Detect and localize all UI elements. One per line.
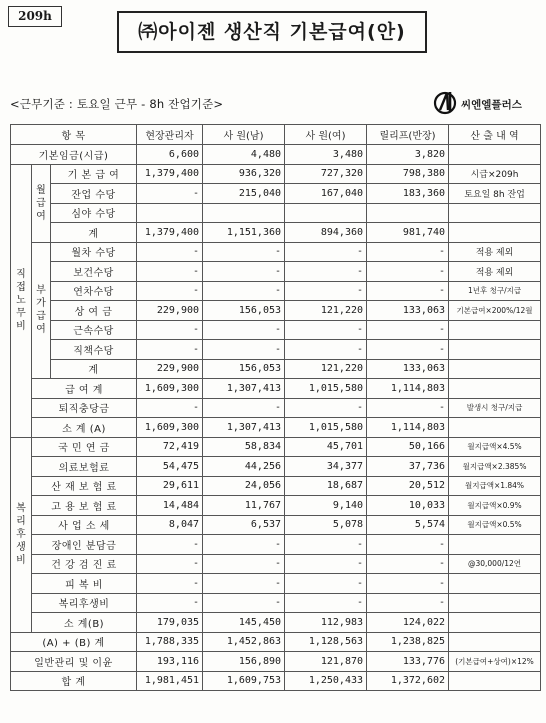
cell: - — [367, 281, 449, 301]
row-note: 적용 제외 — [449, 242, 541, 262]
cell: - — [367, 262, 449, 282]
table-row — [11, 593, 541, 613]
cell: - — [203, 593, 285, 613]
table-row — [11, 301, 541, 321]
cell: 1,114,803 — [367, 379, 449, 399]
row-label: 합 계 — [11, 671, 137, 691]
cell: 183,360 — [367, 184, 449, 204]
row-label: (A) + (B) 계 — [11, 632, 137, 652]
cell: - — [285, 574, 367, 594]
cell: - — [203, 262, 285, 282]
cell: - — [285, 398, 367, 418]
row-note: 기본급여×200%/12월 — [449, 301, 541, 321]
table-row — [11, 574, 541, 594]
header-relief: 릴리프(반장) — [367, 125, 449, 145]
cell: 4,480 — [203, 145, 285, 165]
cell: - — [137, 281, 203, 301]
row-label: 잔업 수당 — [51, 184, 137, 204]
cell — [137, 203, 203, 223]
cell: - — [203, 574, 285, 594]
cell — [203, 203, 285, 223]
cell: 1,114,803 — [367, 418, 449, 438]
cell: 229,900 — [137, 359, 203, 379]
cell: 8,047 — [137, 515, 203, 535]
cell: - — [367, 535, 449, 555]
cell: 1,379,400 — [137, 223, 203, 243]
cell: 156,053 — [203, 359, 285, 379]
cell: - — [203, 554, 285, 574]
cell: - — [203, 398, 285, 418]
row-label: 일반관리 및 이윤 — [11, 652, 137, 672]
cell: 1,307,413 — [203, 418, 285, 438]
cell: 121,870 — [285, 652, 367, 672]
row-note — [449, 535, 541, 555]
cell: 29,611 — [137, 476, 203, 496]
row-note: @30,000/12연 — [449, 554, 541, 574]
table-row — [11, 281, 541, 301]
cell: - — [367, 242, 449, 262]
cell: 798,380 — [367, 164, 449, 184]
table-row — [11, 223, 541, 243]
cell: 727,320 — [285, 164, 367, 184]
cell: 1,015,580 — [285, 379, 367, 399]
cell: 14,484 — [137, 496, 203, 516]
table-row — [11, 320, 541, 340]
cell: 1,238,825 — [367, 632, 449, 652]
cell: - — [137, 554, 203, 574]
payroll-table — [10, 124, 541, 691]
row-label: 급 여 계 — [32, 379, 137, 399]
cell: - — [285, 535, 367, 555]
cell: 1,250,433 — [285, 671, 367, 691]
cell: 1,609,300 — [137, 379, 203, 399]
row-label: 월차 수당 — [51, 242, 137, 262]
table-row — [11, 398, 541, 418]
row-note: 월지급액×2.385% — [449, 457, 541, 477]
cell: 1,015,580 — [285, 418, 367, 438]
table-row — [11, 652, 541, 672]
table-row — [11, 262, 541, 282]
row-label: 연차수당 — [51, 281, 137, 301]
row-note: 적용 제외 — [449, 262, 541, 282]
cell: 1,981,451 — [137, 671, 203, 691]
cell: - — [285, 262, 367, 282]
cell: - — [203, 320, 285, 340]
row-note — [449, 340, 541, 360]
cell: 229,900 — [137, 301, 203, 321]
cell: 1,452,863 — [203, 632, 285, 652]
row-label: 소 계 (A) — [32, 418, 137, 438]
cell — [367, 203, 449, 223]
row-note — [449, 359, 541, 379]
header-male: 사 원(남) — [203, 125, 285, 145]
row-note — [449, 574, 541, 594]
table-row — [11, 496, 541, 516]
row-note — [449, 632, 541, 652]
row-note — [449, 613, 541, 633]
row-label: 사 업 소 세 — [32, 515, 137, 535]
cell: - — [367, 574, 449, 594]
cell: 193,116 — [137, 652, 203, 672]
cell: 156,890 — [203, 652, 285, 672]
cell: - — [203, 340, 285, 360]
cell: 54,475 — [137, 457, 203, 477]
row-label: 소 계(B) — [32, 613, 137, 633]
cell: 894,360 — [285, 223, 367, 243]
cell: - — [285, 281, 367, 301]
cell: 1,307,413 — [203, 379, 285, 399]
cell: 1,379,400 — [137, 164, 203, 184]
cell: - — [285, 242, 367, 262]
row-note: 시급×209h — [449, 164, 541, 184]
cell: - — [285, 320, 367, 340]
cell: 3,820 — [367, 145, 449, 165]
cell: 112,983 — [285, 613, 367, 633]
cell: 167,040 — [285, 184, 367, 204]
cell: 10,033 — [367, 496, 449, 516]
row-note — [449, 320, 541, 340]
cell: 6,600 — [137, 145, 203, 165]
cell: 5,574 — [367, 515, 449, 535]
row-note: 월지급액×0.5% — [449, 515, 541, 535]
row-label: 산 재 보 험 료 — [32, 476, 137, 496]
row-label: 복리후생비 — [32, 593, 137, 613]
cell: - — [203, 535, 285, 555]
header-row — [11, 125, 541, 145]
cell: - — [137, 535, 203, 555]
row-note: 토요일 8h 잔업 — [449, 184, 541, 204]
cell: - — [203, 242, 285, 262]
cell: - — [285, 340, 367, 360]
row-label: 상 여 금 — [51, 301, 137, 321]
cell: - — [367, 320, 449, 340]
row-note — [449, 145, 541, 165]
row-note: (기본급여+상여)×12% — [449, 652, 541, 672]
table-row — [11, 632, 541, 652]
row-label: 계 — [51, 359, 137, 379]
row-label: 국 민 연 금 — [32, 437, 137, 457]
header-female: 사 원(여) — [285, 125, 367, 145]
table-row — [11, 515, 541, 535]
row-note — [449, 418, 541, 438]
cell: 45,701 — [285, 437, 367, 457]
cell: - — [137, 320, 203, 340]
cell: - — [367, 554, 449, 574]
cell: 3,480 — [285, 145, 367, 165]
cell: - — [137, 340, 203, 360]
table-row — [11, 613, 541, 633]
cell: 50,166 — [367, 437, 449, 457]
cell: 20,512 — [367, 476, 449, 496]
table-row — [11, 554, 541, 574]
cell: 133,063 — [367, 301, 449, 321]
row-note: 월지급액×1.84% — [449, 476, 541, 496]
cell: - — [137, 262, 203, 282]
row-note — [449, 203, 541, 223]
row-note: 월지급액×0.9% — [449, 496, 541, 516]
table-row — [11, 437, 541, 457]
table-row — [11, 203, 541, 223]
cell: - — [367, 340, 449, 360]
row-label: 직책수당 — [51, 340, 137, 360]
cell: 1,609,300 — [137, 418, 203, 438]
cell: 37,736 — [367, 457, 449, 477]
row-label: 기본임금(시급) — [11, 145, 137, 165]
cell — [285, 203, 367, 223]
table-row — [11, 359, 541, 379]
header-manager: 현장관리자 — [137, 125, 203, 145]
cell: 124,022 — [367, 613, 449, 633]
cell: 215,040 — [203, 184, 285, 204]
row-note — [449, 593, 541, 613]
cell: 145,450 — [203, 613, 285, 633]
cell: 18,687 — [285, 476, 367, 496]
table-row — [11, 671, 541, 691]
work-criteria: <근무기준 : 토요일 근무 - 8h 잔업기준> — [10, 97, 224, 111]
group-additional-pay: 부가급여 — [32, 242, 51, 379]
cell: - — [137, 398, 203, 418]
company-name: 씨엔엘플러스 — [461, 99, 522, 111]
cell: 24,056 — [203, 476, 285, 496]
row-note: 1년후 청구/지급 — [449, 281, 541, 301]
cell: 1,609,753 — [203, 671, 285, 691]
cell: 1,128,563 — [285, 632, 367, 652]
row-label: 장애인 분담금 — [32, 535, 137, 555]
page-number: 209h — [8, 6, 62, 27]
row-label: 보건수당 — [51, 262, 137, 282]
row-note — [449, 379, 541, 399]
table-row — [11, 379, 541, 399]
cell: 936,320 — [203, 164, 285, 184]
cell: 58,834 — [203, 437, 285, 457]
table-row — [11, 476, 541, 496]
row-note: 월지급액×4.5% — [449, 437, 541, 457]
table-row — [11, 457, 541, 477]
row-label: 퇴직충당금 — [32, 398, 137, 418]
table-row — [11, 184, 541, 204]
cell: 72,419 — [137, 437, 203, 457]
cell: 121,220 — [285, 301, 367, 321]
table-row — [11, 164, 541, 184]
cell: 6,537 — [203, 515, 285, 535]
cell: 44,256 — [203, 457, 285, 477]
cell: - — [285, 554, 367, 574]
cell: 5,078 — [285, 515, 367, 535]
row-label: 고 용 보 험 료 — [32, 496, 137, 516]
cell: - — [367, 398, 449, 418]
row-label: 기 본 급 여 — [51, 164, 137, 184]
cell: - — [285, 593, 367, 613]
cell: 9,140 — [285, 496, 367, 516]
cell: 133,063 — [367, 359, 449, 379]
cell: 1,788,335 — [137, 632, 203, 652]
page-title: ㈜아이젠 생산직 기본급여(안) — [117, 11, 427, 53]
cell: - — [203, 281, 285, 301]
row-label: 근속수당 — [51, 320, 137, 340]
row-label: 계 — [51, 223, 137, 243]
cell: 981,740 — [367, 223, 449, 243]
row-note: 발생시 청구/지급 — [449, 398, 541, 418]
cell: 1,372,602 — [367, 671, 449, 691]
row-note — [449, 671, 541, 691]
cell: - — [137, 184, 203, 204]
cell: 121,220 — [285, 359, 367, 379]
cell: - — [137, 242, 203, 262]
cell: 133,776 — [367, 652, 449, 672]
cell: - — [137, 574, 203, 594]
table-row — [11, 340, 541, 360]
group-direct-labor: 직접노무비 — [11, 164, 32, 437]
row-note — [449, 223, 541, 243]
cell: 34,377 — [285, 457, 367, 477]
header-item: 항 목 — [11, 125, 137, 145]
cell: 156,053 — [203, 301, 285, 321]
row-label: 건 강 검 진 료 — [32, 554, 137, 574]
row-label: 의료보험료 — [32, 457, 137, 477]
company-logo — [433, 88, 541, 116]
row-label: 피 복 비 — [32, 574, 137, 594]
table-row — [11, 418, 541, 438]
group-monthly-pay: 월급여 — [32, 164, 51, 242]
group-welfare: 복리후생비 — [11, 437, 32, 632]
header-calc: 산 출 내 역 — [449, 125, 541, 145]
cell: - — [367, 593, 449, 613]
cell: - — [137, 593, 203, 613]
table-row — [11, 145, 541, 165]
cell: 1,151,360 — [203, 223, 285, 243]
cell: 11,767 — [203, 496, 285, 516]
row-label: 심야 수당 — [51, 203, 137, 223]
table-row — [11, 535, 541, 555]
cell: 179,035 — [137, 613, 203, 633]
table-row — [11, 242, 541, 262]
cnl-logo-icon — [433, 88, 463, 116]
